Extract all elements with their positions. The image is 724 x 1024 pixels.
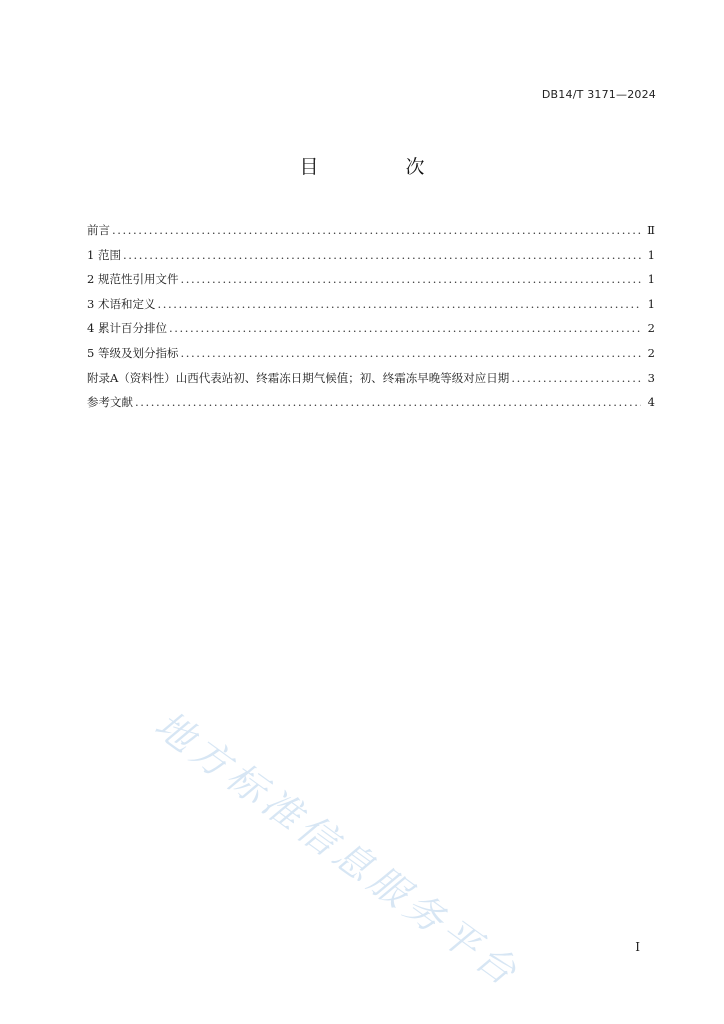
- toc-entry-label: 3 术语和定义: [87, 296, 156, 311]
- toc-entry-label: 5 等级及划分指标: [87, 345, 179, 360]
- page-number: I: [635, 940, 640, 954]
- toc-entry-cumulative-percentile[interactable]: [87, 316, 655, 341]
- toc-dot-leader: [511, 366, 641, 391]
- toc-dot-leader: [112, 218, 641, 243]
- toc-entry-grades-indicators[interactable]: [87, 341, 655, 366]
- toc-dot-leader: [157, 292, 641, 317]
- toc-entry-label: 前言: [87, 223, 110, 237]
- toc-entry-label: 2 规范性引用文件: [87, 272, 179, 287]
- toc-dot-leader: [180, 341, 641, 366]
- toc-entry-page: 4: [647, 395, 655, 410]
- toc-dot-leader: [123, 243, 641, 268]
- toc-dot-leader: [135, 390, 641, 415]
- toc-entry-page: 1: [647, 247, 655, 262]
- toc-list: [87, 218, 655, 415]
- toc-entry-appendix-a[interactable]: [87, 366, 655, 391]
- toc-entry-page: 3: [647, 370, 655, 385]
- toc-entry-bibliography[interactable]: [87, 390, 655, 415]
- toc-entry-page: 1: [647, 272, 655, 287]
- toc-entry-page: 2: [647, 345, 655, 360]
- toc-entry-terms-definitions[interactable]: [87, 292, 655, 317]
- toc-entry-label: 4 累计百分排位: [87, 321, 167, 336]
- toc-entry-label: 参考文献: [87, 395, 133, 410]
- toc-entry-page: 1: [647, 296, 655, 311]
- watermark-text: 地方标准信息服务平台: [146, 702, 529, 997]
- toc-entry-page: Ⅱ: [647, 223, 655, 237]
- toc-entry-label: 1 范围: [87, 247, 121, 262]
- toc-title: 目 次: [299, 156, 459, 178]
- toc-entry-page: 2: [647, 321, 655, 336]
- toc-entry-scope[interactable]: [87, 243, 655, 268]
- toc-entry-normative-references[interactable]: [87, 267, 655, 292]
- toc-entry-label: 附录A（资料性）山西代表站初、终霜冻日期气候值；初、终霜冻早晚等级对应日期: [87, 370, 510, 385]
- document-code: DB14/T 3171—2024: [541, 88, 656, 101]
- toc-entry-foreword[interactable]: [87, 218, 655, 243]
- toc-dot-leader: [180, 267, 641, 292]
- toc-dot-leader: [169, 316, 641, 341]
